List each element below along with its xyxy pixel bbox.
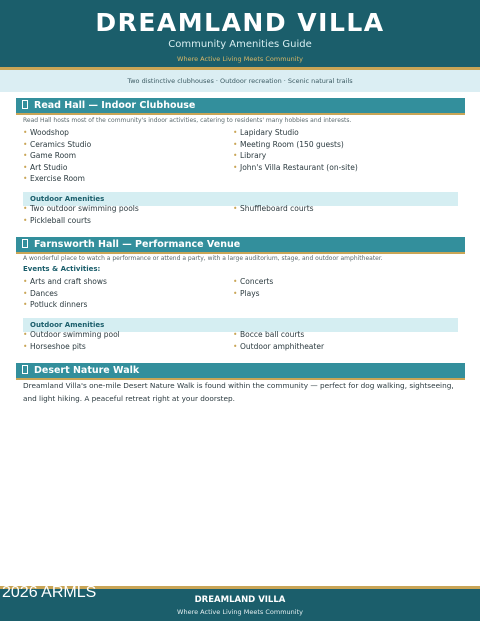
farnsworth-outdoor-col2 <box>233 329 324 352</box>
list-item: • Dances <box>23 288 107 300</box>
farnsworth-events-col2 <box>233 276 273 299</box>
square-outline-icon <box>22 239 28 248</box>
list-item: • Pickleball courts <box>23 215 139 227</box>
highlights-banner: Two distinctive clubhouses · Outdoor recreation · Scenic natural trails <box>0 70 480 92</box>
section-title: Desert Nature Walk <box>34 365 140 376</box>
list-item: • Concerts <box>233 276 273 288</box>
page-tagline: Where Active Living Meets Community <box>177 55 303 63</box>
list-item: • Two outdoor swimming pools <box>23 203 139 215</box>
farnsworth-outdoor-col1 <box>23 329 120 352</box>
section-desert-nature-walk-header <box>16 363 465 380</box>
outdoor-amenities-header: Outdoor Amenities <box>23 318 458 332</box>
events-label: Events & Activities: <box>23 265 101 273</box>
section-description: A wonderful place to watch a performance or attend a party, with a large auditorium, stage, and outdoor amphitheater. <box>23 255 383 262</box>
list-item: • Game Room <box>23 150 91 162</box>
list-item: • John's Villa Restaurant (on-site) <box>233 162 358 174</box>
footer-tagline: Where Active Living Meets Community <box>177 608 303 616</box>
read-hall-outdoor-col1 <box>23 203 139 226</box>
farnsworth-events-col1 <box>23 276 107 311</box>
footer-title: DREAMLAND VILLA <box>194 595 286 605</box>
page-title: DREAMLAND VILLA <box>95 8 385 37</box>
square-outline-icon <box>22 100 28 109</box>
list-item: • Arts and craft shows <box>23 276 107 288</box>
list-item: • Art Studio <box>23 162 91 174</box>
outdoor-amenities-header: Outdoor Amenities <box>23 192 458 206</box>
list-item: • Woodshop <box>23 127 91 139</box>
section-description: Read Hall hosts most of the community's indoor activities, catering to residents' many hobbies and interests. <box>23 117 352 124</box>
list-item: • Bocce ball courts <box>233 329 324 341</box>
list-item: • Ceramics Studio <box>23 139 91 151</box>
list-item: • Shuffleboard courts <box>233 203 314 215</box>
section-title: Farnsworth Hall — Performance Venue <box>34 239 241 250</box>
list-item: • Exercise Room <box>23 173 91 185</box>
list-item: • Horseshoe pits <box>23 341 120 353</box>
list-item: • Meeting Room (150 guests) <box>233 139 358 151</box>
section-farnsworth-hall-header <box>16 237 465 254</box>
section-title: Read Hall — Indoor Clubhouse <box>34 100 196 111</box>
list-item: • Plays <box>233 288 273 300</box>
square-outline-icon <box>22 365 28 374</box>
nature-walk-paragraph: Dreamland Villa's one-mile Desert Nature Walk is found within the community — perfect for dog walking, sightseeing, and light hiking. A peaceful retreat right at your doorstep. <box>23 381 454 403</box>
list-item: • Potluck dinners <box>23 299 107 311</box>
read-hall-amenities-col1 <box>23 127 91 185</box>
list-item: • Lapidary Studio <box>233 127 358 139</box>
list-item: • Outdoor swimming pool <box>23 329 120 341</box>
read-hall-outdoor-col2 <box>233 203 314 215</box>
page-header <box>0 0 480 67</box>
section-read-hall-header <box>16 98 465 115</box>
list-item: • Outdoor amphitheater <box>233 341 324 353</box>
copyright-watermark: 2026 ARMLS <box>2 584 97 601</box>
page-subtitle: Community Amenities Guide <box>168 39 312 50</box>
list-item: • Library <box>233 150 358 162</box>
read-hall-amenities-col2 <box>233 127 358 173</box>
